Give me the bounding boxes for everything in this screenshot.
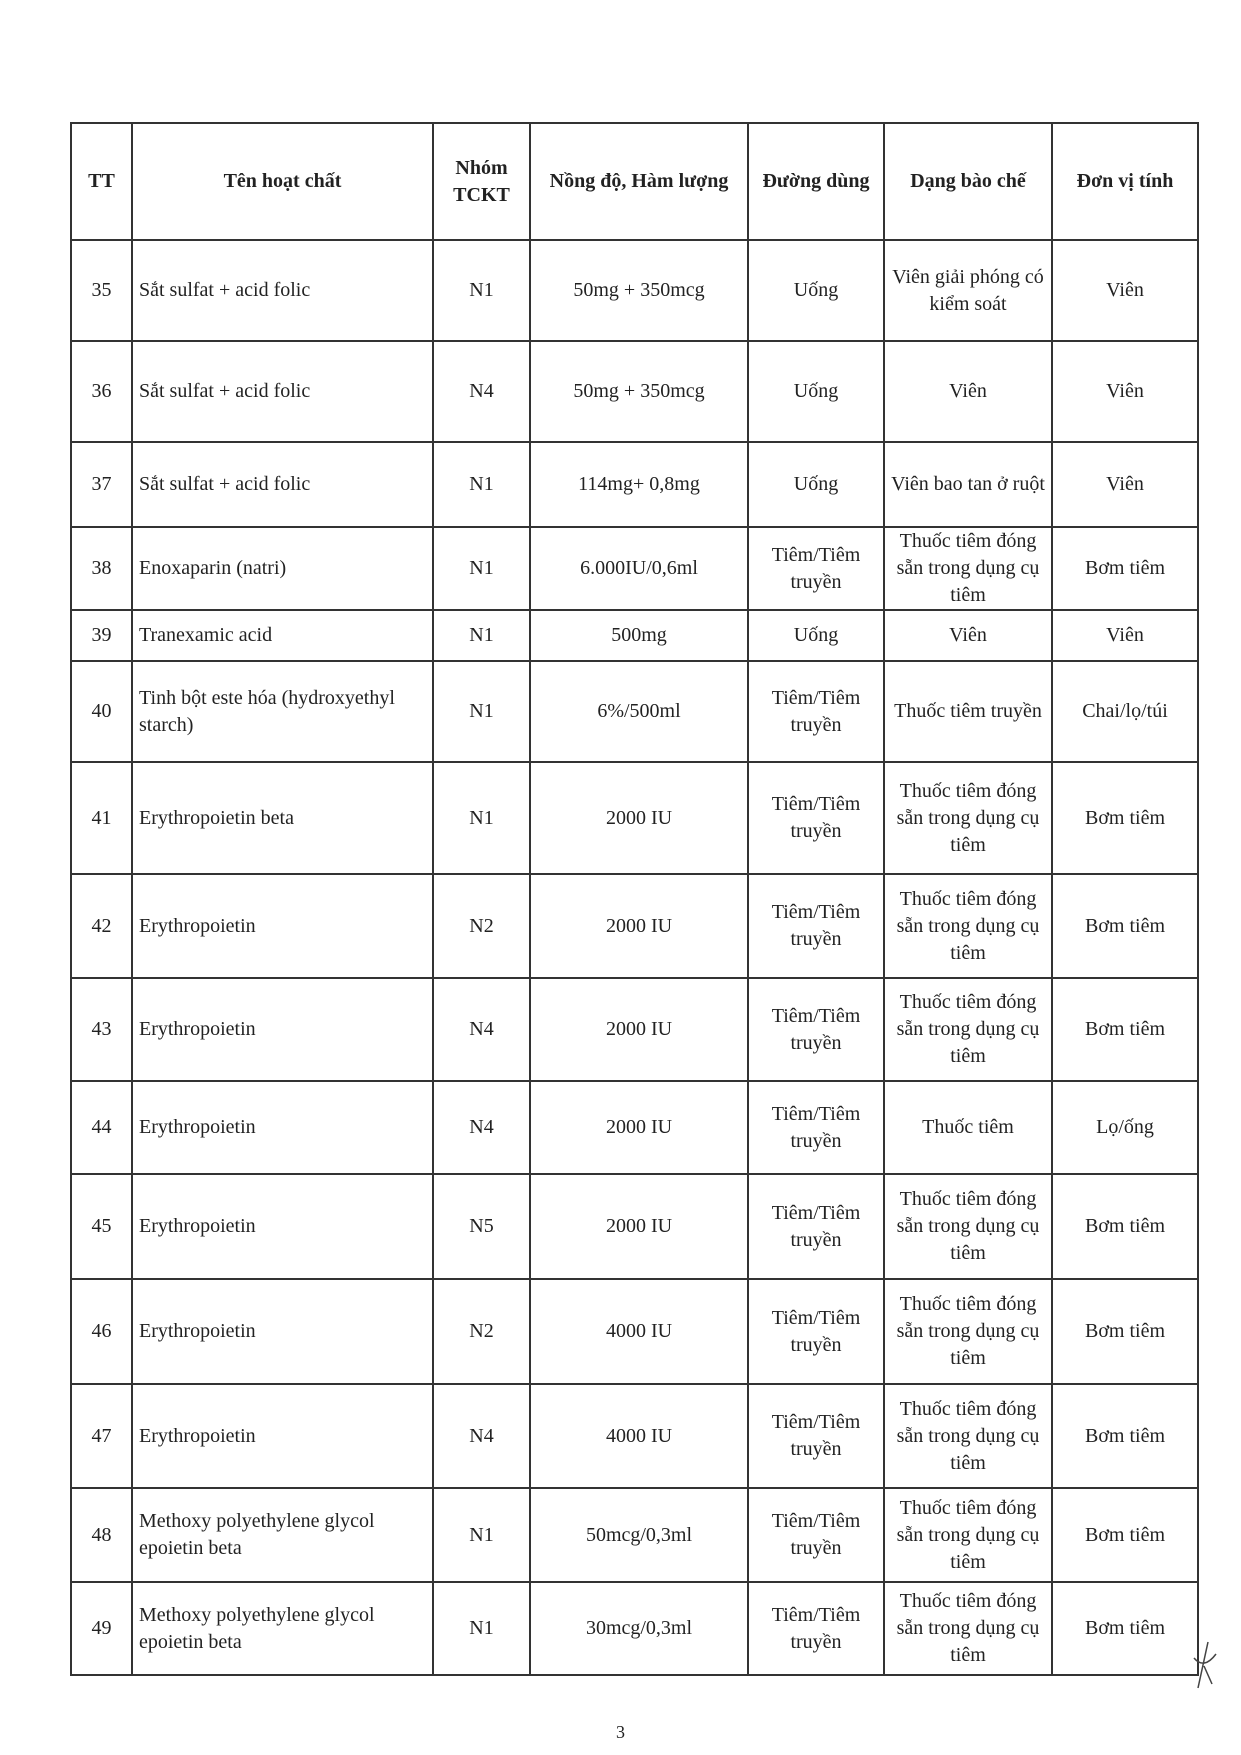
cell-group: N1 — [433, 762, 530, 874]
header-strength: Nồng độ, Hàm lượng — [530, 123, 748, 240]
cell-unit: Bơm tiêm — [1052, 1488, 1198, 1582]
cell-route: Tiêm/Tiêm truyền — [748, 1174, 884, 1279]
header-tt: TT — [71, 123, 132, 240]
cell-dosage-form: Thuốc tiêm đóng sẵn trong dụng cụ tiêm — [884, 1488, 1052, 1582]
cell-strength: 2000 IU — [530, 978, 748, 1081]
cell-tt: 37 — [71, 442, 132, 527]
cell-strength: 4000 IU — [530, 1384, 748, 1488]
cell-tt: 46 — [71, 1279, 132, 1384]
cell-active-ingredient: Methoxy polyethylene glycol epoietin beta — [132, 1488, 433, 1582]
cell-tt: 42 — [71, 874, 132, 978]
cell-group: N1 — [433, 240, 530, 341]
cell-route: Tiêm/Tiêm truyền — [748, 978, 884, 1081]
table-row — [71, 874, 1198, 978]
table-row — [71, 442, 1198, 527]
cell-active-ingredient: Erythropoietin beta — [132, 762, 433, 874]
cell-strength: 50mg + 350mcg — [530, 240, 748, 341]
cell-unit: Chai/lọ/túi — [1052, 661, 1198, 762]
cell-group: N4 — [433, 341, 530, 442]
cell-group: N5 — [433, 1174, 530, 1279]
cell-group: N1 — [433, 661, 530, 762]
cell-unit: Bơm tiêm — [1052, 527, 1198, 610]
header-active-ingredient: Tên hoạt chất — [132, 123, 433, 240]
cell-strength: 6%/500ml — [530, 661, 748, 762]
header-unit: Đơn vị tính — [1052, 123, 1198, 240]
cell-tt: 48 — [71, 1488, 132, 1582]
cell-strength: 2000 IU — [530, 762, 748, 874]
cell-route: Tiêm/Tiêm truyền — [748, 527, 884, 610]
cell-active-ingredient: Erythropoietin — [132, 1174, 433, 1279]
cell-route: Uống — [748, 240, 884, 341]
cell-group: N1 — [433, 442, 530, 527]
cell-route: Tiêm/Tiêm truyền — [748, 1384, 884, 1488]
cell-unit: Bơm tiêm — [1052, 1582, 1198, 1675]
cell-dosage-form: Thuốc tiêm đóng sẵn trong dụng cụ tiêm — [884, 978, 1052, 1081]
cell-tt: 43 — [71, 978, 132, 1081]
cell-group: N2 — [433, 1279, 530, 1384]
cell-tt: 40 — [71, 661, 132, 762]
table-row — [71, 1384, 1198, 1488]
cell-tt: 45 — [71, 1174, 132, 1279]
cell-dosage-form: Thuốc tiêm — [884, 1081, 1052, 1174]
cell-tt: 49 — [71, 1582, 132, 1675]
cell-unit: Bơm tiêm — [1052, 1384, 1198, 1488]
handwritten-initial-mark — [1190, 1640, 1220, 1690]
table-row — [71, 978, 1198, 1081]
table-row — [71, 1081, 1198, 1174]
cell-strength: 500mg — [530, 610, 748, 661]
cell-tt: 44 — [71, 1081, 132, 1174]
cell-route: Tiêm/Tiêm truyền — [748, 661, 884, 762]
cell-group: N1 — [433, 527, 530, 610]
cell-unit: Viên — [1052, 610, 1198, 661]
cell-tt: 38 — [71, 527, 132, 610]
cell-group: N2 — [433, 874, 530, 978]
cell-active-ingredient: Sắt sulfat + acid folic — [132, 442, 433, 527]
cell-unit: Bơm tiêm — [1052, 1174, 1198, 1279]
cell-route: Uống — [748, 610, 884, 661]
cell-strength: 30mcg/0,3ml — [530, 1582, 748, 1675]
cell-unit: Bơm tiêm — [1052, 762, 1198, 874]
cell-strength: 4000 IU — [530, 1279, 748, 1384]
cell-route: Uống — [748, 442, 884, 527]
cell-strength: 2000 IU — [530, 1174, 748, 1279]
table-row — [71, 1279, 1198, 1384]
cell-active-ingredient: Sắt sulfat + acid folic — [132, 240, 433, 341]
cell-strength: 50mg + 350mcg — [530, 341, 748, 442]
cell-dosage-form: Viên — [884, 610, 1052, 661]
cell-route: Tiêm/Tiêm truyền — [748, 1488, 884, 1582]
cell-strength: 114mg+ 0,8mg — [530, 442, 748, 527]
cell-route: Tiêm/Tiêm truyền — [748, 1081, 884, 1174]
cell-dosage-form: Thuốc tiêm đóng sẵn trong dụng cụ tiêm — [884, 1174, 1052, 1279]
table-row — [71, 1582, 1198, 1675]
table-row — [71, 661, 1198, 762]
table-row — [71, 610, 1198, 661]
cell-active-ingredient: Tinh bột este hóa (hydroxyethyl starch) — [132, 661, 433, 762]
table-header-row — [71, 123, 1198, 240]
header-dosage-form: Dạng bào chế — [884, 123, 1052, 240]
cell-active-ingredient: Erythropoietin — [132, 1384, 433, 1488]
cell-dosage-form: Thuốc tiêm đóng sẵn trong dụng cụ tiêm — [884, 762, 1052, 874]
cell-dosage-form: Thuốc tiêm đóng sẵn trong dụng cụ tiêm — [884, 1279, 1052, 1384]
cell-unit: Viên — [1052, 341, 1198, 442]
cell-active-ingredient: Methoxy polyethylene glycol epoietin beta — [132, 1582, 433, 1675]
header-route: Đường dùng — [748, 123, 884, 240]
page-number: 3 — [616, 1722, 625, 1742]
cell-active-ingredient: Enoxaparin (natri) — [132, 527, 433, 610]
drug-table — [70, 122, 1199, 1676]
cell-tt: 41 — [71, 762, 132, 874]
cell-active-ingredient: Erythropoietin — [132, 978, 433, 1081]
cell-route: Uống — [748, 341, 884, 442]
cell-tt: 47 — [71, 1384, 132, 1488]
cell-group: N4 — [433, 978, 530, 1081]
table-row — [71, 240, 1198, 341]
cell-dosage-form: Viên giải phóng có kiểm soát — [884, 240, 1052, 341]
cell-active-ingredient: Erythropoietin — [132, 1081, 433, 1174]
cell-active-ingredient: Sắt sulfat + acid folic — [132, 341, 433, 442]
cell-unit: Bơm tiêm — [1052, 1279, 1198, 1384]
cell-active-ingredient: Erythropoietin — [132, 874, 433, 978]
table-row — [71, 762, 1198, 874]
cell-dosage-form: Thuốc tiêm đóng sẵn trong dụng cụ tiêm — [884, 527, 1052, 610]
table-row — [71, 341, 1198, 442]
cell-route: Tiêm/Tiêm truyền — [748, 762, 884, 874]
cell-unit: Viên — [1052, 240, 1198, 341]
cell-dosage-form: Viên bao tan ở ruột — [884, 442, 1052, 527]
cell-dosage-form: Thuốc tiêm truyền — [884, 661, 1052, 762]
cell-unit: Viên — [1052, 442, 1198, 527]
cell-unit: Bơm tiêm — [1052, 978, 1198, 1081]
cell-group: N1 — [433, 1582, 530, 1675]
cell-dosage-form: Viên — [884, 341, 1052, 442]
table-row — [71, 1174, 1198, 1279]
cell-strength: 2000 IU — [530, 1081, 748, 1174]
table-row — [71, 527, 1198, 610]
cell-strength: 6.000IU/0,6ml — [530, 527, 748, 610]
cell-route: Tiêm/Tiêm truyền — [748, 1279, 884, 1384]
cell-group: N1 — [433, 610, 530, 661]
cell-strength: 50mcg/0,3ml — [530, 1488, 748, 1582]
cell-group: N1 — [433, 1488, 530, 1582]
cell-unit: Lọ/ống — [1052, 1081, 1198, 1174]
cell-route: Tiêm/Tiêm truyền — [748, 874, 884, 978]
cell-active-ingredient: Tranexamic acid — [132, 610, 433, 661]
cell-dosage-form: Thuốc tiêm đóng sẵn trong dụng cụ tiêm — [884, 874, 1052, 978]
cell-tt: 36 — [71, 341, 132, 442]
cell-dosage-form: Thuốc tiêm đóng sẵn trong dụng cụ tiêm — [884, 1384, 1052, 1488]
cell-strength: 2000 IU — [530, 874, 748, 978]
cell-route: Tiêm/Tiêm truyền — [748, 1582, 884, 1675]
cell-group: N4 — [433, 1081, 530, 1174]
table-row — [71, 1488, 1198, 1582]
cell-group: N4 — [433, 1384, 530, 1488]
cell-unit: Bơm tiêm — [1052, 874, 1198, 978]
cell-active-ingredient: Erythropoietin — [132, 1279, 433, 1384]
cell-tt: 35 — [71, 240, 132, 341]
cell-tt: 39 — [71, 610, 132, 661]
cell-dosage-form: Thuốc tiêm đóng sẵn trong dụng cụ tiêm — [884, 1582, 1052, 1675]
header-group: Nhóm TCKT — [433, 123, 530, 240]
